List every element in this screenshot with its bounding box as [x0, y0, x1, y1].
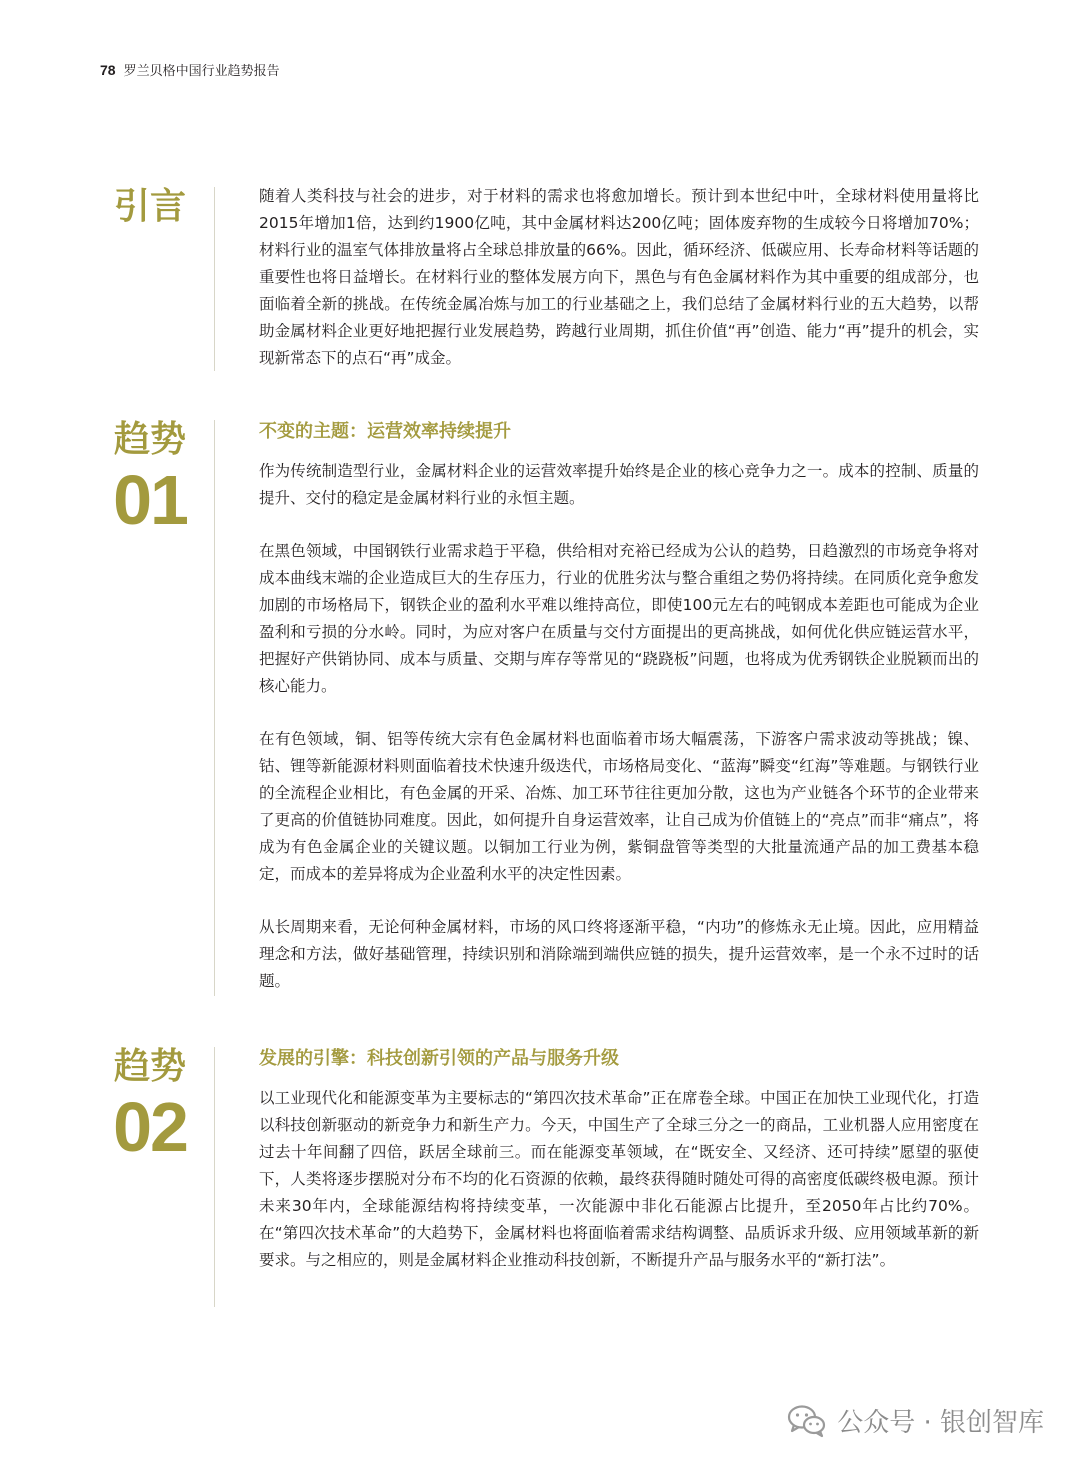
- watermark: [787, 1402, 1044, 1439]
- intro-content: [259, 183, 979, 372]
- trend-01-label: [100, 418, 200, 538]
- intro-label: [100, 185, 200, 229]
- trend-01-paragraph-1: 作为传统制造型行业，金属材料企业的运营效率提升始终是企业的核心竞争力之一。成本的控制、质量的提升、交付的稳定是金属材料行业的永恒主题。: [259, 462, 979, 507]
- trend-02-content: [259, 1045, 979, 1274]
- trend-01-divider: [214, 420, 215, 996]
- intro-keyword: 引言: [113, 186, 186, 227]
- trend-02-keyword: 趋势: [113, 1046, 186, 1087]
- trend-01-heading: 不变的主题：运营效率持续提升: [259, 421, 511, 442]
- trend-01-number: 01: [113, 461, 187, 539]
- trend-01-paragraph-3: 在有色领域，铜、铝等传统大宗有色金属材料也面临着市场大幅震荡，下游客户需求波动等挑战；镍、钴、锂等新能源材料则面临着技术快速升级迭代，市场格局变化、“蓝海”瞬变“红海”等难题。与钢铁行业的全流程企业相比，有色金属的开采、冶炼、加工环节往往更加分散，这也为产业链各个环节的企业带来了更高的价值链协同难度。因此，如何提升自身运营效率，让自己成为价值链上的“亮点”而非“痛点”，将成为有色金属企业的关键议题。以铜加工行业为例，紫铜盘管等类型的大批量流通产品的加工费基本稳定，而成本的差异将成为企业盈利水平的决定性因素。: [259, 730, 979, 883]
- trend-02-paragraph: 以工业现代化和能源变革为主要标志的“第四次技术革命”正在席卷全球。中国正在加快工业现代化，打造以科技创新驱动的新竞争力和新生产力。今天，中国生产了全球三分之一的商品，工业机器人应用密度在过去十年间翻了四倍，跃居全球前三。而在能源变革领域，在“既安全、又经济、还可持续”愿望的驱使下，人类将逐步摆脱对分布不均的化石资源的依赖，最终获得随时随处可得的高密度低碳终极电源。预计未来30年内，全球能源结构将持续变革，一次能源中非化石能源占比提升，至2050年占比约70%。在“第四次技术革命”的大趋势下，金属材料也将面临着需求结构调整、品质诉求升级、应用领域革新的新要求。与之相应的，则是金属材料企业推动科技创新，不断提升产品与服务水平的“新打法”。: [259, 1089, 979, 1269]
- page-header: [100, 60, 280, 79]
- trend-01-keyword: 趋势: [113, 419, 186, 460]
- trend-02-number: 02: [113, 1088, 187, 1166]
- watermark-text: 公众号 · 银创智库: [837, 1408, 1044, 1438]
- trend-01-paragraph-2: 在黑色领域，中国钢铁行业需求趋于平稳，供给相对充裕已经成为公认的趋势，日趋激烈的市场竞争将对成本曲线末端的企业造成巨大的生存压力，行业的优胜劣汰与整合重组之势仍将持续。在同质化竞争愈发加剧的市场格局下，钢铁企业的盈利水平难以维持高位，即使100元左右的吨钢成本差距也可能成为企业盈利和亏损的分水岭。同时，为应对客户在质量与交付方面提出的更高挑战，如何优化供应链运营水平，把握好产供销协同、成本与质量、交期与库存等常见的“跷跷板”问题，也将成为优秀钢铁企业脱颖而出的核心能力。: [259, 542, 979, 695]
- trend-01-content: [259, 418, 979, 995]
- trend-02-label: [100, 1045, 200, 1165]
- trend-02-heading: 发展的引擎：科技创新引领的产品与服务升级: [259, 1048, 619, 1069]
- wechat-icon: [787, 1404, 827, 1438]
- trend-02-divider: [214, 1047, 215, 1307]
- trend-01-paragraph-4: 从长周期来看，无论何种金属材料，市场的风口终将逐渐平稳，“内功”的修炼永无止境。因此，应用精益理念和方法，做好基础管理，持续识别和消除端到端供应链的损失，提升运营效率，是一个永不过时的话题。: [259, 918, 979, 990]
- report-title: 罗兰贝格中国行业趋势报告: [123, 64, 280, 79]
- intro-paragraph: 随着人类科技与社会的进步，对于材料的需求也将愈加增长。预计到本世纪中叶，全球材料使用量将比2015年增加1倍，达到约1900亿吨，其中金属材料达200亿吨；固体废弃物的生成较今日将增加70%；材料行业的温室气体排放量将占全球总排放量的66%。因此，循环经济、低碳应用、长寿命材料等话题的重要性也将日益增长。在材料行业的整体发展方向下，黑色与有色金属材料作为其中重要的组成部分，也面临着全新的挑战。在传统金属冶炼与加工的行业基础之上，我们总结了金属材料行业的五大趋势，以帮助金属材料企业更好地把握行业发展趋势，跨越行业周期，抓住价值“再”创造、能力“再”提升的机会，实现新常态下的点石“再”成金。: [259, 187, 979, 367]
- page-number: 78: [100, 62, 116, 78]
- intro-divider: [214, 187, 215, 371]
